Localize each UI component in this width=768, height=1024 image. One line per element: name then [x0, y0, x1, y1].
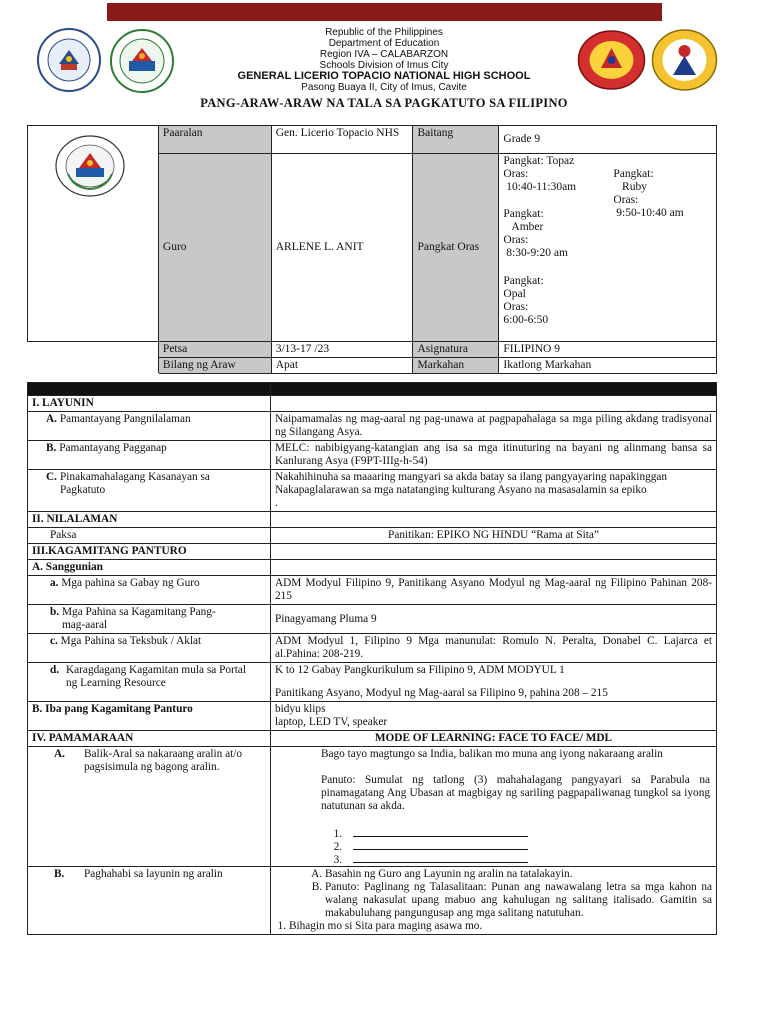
petsa-value: 3/13-17 /23 — [271, 342, 413, 358]
guro-label: Guro — [158, 154, 271, 342]
sanggunian-b-value: Pinagyamang Pluma 9 — [270, 605, 716, 634]
row-a-value: Naipamamalas ng mag-aaral ng pag-unawa at pagpapahalaga sa mga piling akdang tradisyonal ng Silangang Asya. — [270, 412, 716, 441]
row-b-label: B. Pamantayang Pagganap — [28, 441, 271, 470]
pamamaraan-b-label: B. Paghahabi sa layunin ng aralin — [28, 867, 271, 935]
schedule-opal: Pangkat: Opal Oras: 6:00-6:50 — [503, 275, 549, 326]
answer-line-1[interactable] — [345, 826, 710, 839]
baitang-label: Baitang — [413, 126, 499, 154]
schedule-amber: Pangkat: Amber Oras: 8:30-9:20 am — [503, 208, 568, 259]
header-line-division: Schools Division of Imus City — [319, 60, 449, 71]
pamamaraan-b-value: A. Basahin ng Guro ang Layunin ng aralin na tatalakayin. B. Panuto: Paglinang ng Talasalitaan: Punan ang nawawalang letra sa mga kahon na walang nakasulat upang mabuo ang kahulugan ng salitang italisado. Gamitin sa makabuluhang pangungusap ang mga salitang natutuhan. 1. Bihagin mo si Sita para maging asawa mo. — [270, 867, 716, 935]
header-school-name: GENERAL LICERIO TOPACIO NATIONAL HIGH SCHOOL — [237, 70, 531, 82]
header-line-republic: Republic of the Philippines — [325, 27, 443, 38]
sanggunian-c-value: ADM Modyul 1, Filipino 9 Mga manunulat: Romulo N. Peralta, Donabel C. Lajarca et al.Pahina: 208-219. — [270, 634, 716, 663]
baitang-value: Grade 9 — [499, 126, 717, 154]
section-kagamitan: III.KAGAMITANG PANTURO — [28, 544, 271, 560]
sanggunian-a-label: a. Mga pahina sa Gabay ng Guro — [28, 576, 271, 605]
deped-logo-icon — [54, 134, 126, 198]
pangkat-label: Pangkat Oras — [413, 154, 499, 342]
sanggunian-a-value: ADM Modyul Filipino 9, Panitikang Asyano Modyul ng Mag-aaral ng Filipino Pahinan 208-215 — [270, 576, 716, 605]
markahan-value: Ikatlong Markahan — [499, 358, 717, 374]
section-nilalaman: II. NILALAMAN — [28, 512, 271, 528]
paaralan-label: Paaralan — [158, 126, 271, 154]
header-line-region: Region IVA – CALABARZON — [319, 49, 449, 60]
section-pamamaraan: IV. PAMAMARAAN — [28, 731, 271, 747]
row-a-label: A. Pamantayang Pangnilalaman — [28, 412, 271, 441]
page-title: PANG-ARAW-ARAW NA TALA SA PAGKATUTO SA FILIPINO — [200, 96, 568, 110]
school-header — [0, 27, 768, 93]
pamamaraan-a-value: Bago tayo magtungo sa India, balikan mo muna ang iyong nakaraang aralin Panuto: Sumulat ng tatlong (3) mahahalagang pangyayari sa Parabula na pinamagatang Ang Ubasan at magbigay ng sariling pagpapaliwanag tungkol sa iyong natutunan sa akda. 1. 2. 3. — [270, 747, 716, 867]
header-line-department: Department of Education — [328, 38, 440, 49]
answer-list — [321, 826, 710, 865]
schedule-topaz: Pangkat: Topaz Oras: 10:40-11:30am — [503, 155, 577, 193]
info-table — [27, 125, 717, 374]
bilang-value: Apat — [271, 358, 413, 374]
header-address: Pasong Buaya II, City of Imus, Cavite — [301, 82, 467, 93]
petsa-label: Petsa — [158, 342, 271, 358]
sanggunian-d-label: d. Karagdagang Kagamitan mula sa Portal ng Learning Resource — [28, 663, 271, 702]
sanggunian-label: A. Sanggunian — [28, 560, 271, 576]
sanggunian-b-label: b. Mga Pahina sa Kagamitang Pang-mag-aaral — [28, 605, 271, 634]
schedule-cell — [499, 154, 717, 342]
row-c-label: C. Pinakamahalagang Kasanayan sa Pagkatuto — [28, 470, 271, 512]
row-c-value: Nakahihinuha sa maaaring mangyari sa akda batay sa ilang pangyayaring napakinggan Nakapaglalarawan sa mga natatanging kulturang Asyano na masasalamin sa epiko . — [270, 470, 716, 512]
lesson-plan-table — [27, 382, 717, 935]
iba-label: B. Iba pang Kagamitang Panturo — [28, 702, 271, 731]
header-color-bar — [107, 3, 662, 21]
paaralan-value: Gen. Licerio Topacio NHS — [271, 126, 413, 154]
sanggunian-c-label: c. Mga Pahina sa Teksbuk / Aklat — [28, 634, 271, 663]
paksa-value: Panitikan: EPIKO NG HINDU “Rama at Sita” — [270, 528, 716, 544]
asignatura-label: Asignatura — [413, 342, 499, 358]
deped-logo-cell — [28, 126, 159, 342]
pamamaraan-a-label: A. Balik-Aral sa nakaraang aralin at/o pagsisimula ng bagong aralin. — [28, 747, 271, 867]
answer-line-2[interactable] — [345, 839, 710, 852]
bilang-label: Bilang ng Araw — [158, 358, 271, 374]
guro-value: ARLENE L. ANIT — [271, 154, 413, 342]
section-layunin: I. LAYUNIN — [28, 396, 271, 412]
answer-line-3[interactable] — [345, 852, 710, 865]
schedule-ruby: Pangkat: Ruby Oras: 9:50-10:40 am — [613, 168, 684, 219]
row-b-value: MELC: nabibigyang-katangian ang isa sa mga itinuturing na bayani ng alinmang bansa sa Kanlurang Asya (F9PT-IIIg-h-54) — [270, 441, 716, 470]
paksa-label: Paksa — [28, 528, 271, 544]
markahan-label: Markahan — [413, 358, 499, 374]
mode-of-learning: MODE OF LEARNING: FACE TO FACE/ MDL — [270, 731, 716, 747]
sanggunian-d-value: K to 12 Gabay Pangkurikulum sa Filipino 9, ADM MODYUL 1 Panitikang Asyano, Modyul ng Mag-aaral sa Filipino 9, pahina 208 – 215 — [270, 663, 716, 702]
iba-value: bidyu klips laptop, LED TV, speaker — [270, 702, 716, 731]
asignatura-value: FILIPINO 9 — [499, 342, 717, 358]
